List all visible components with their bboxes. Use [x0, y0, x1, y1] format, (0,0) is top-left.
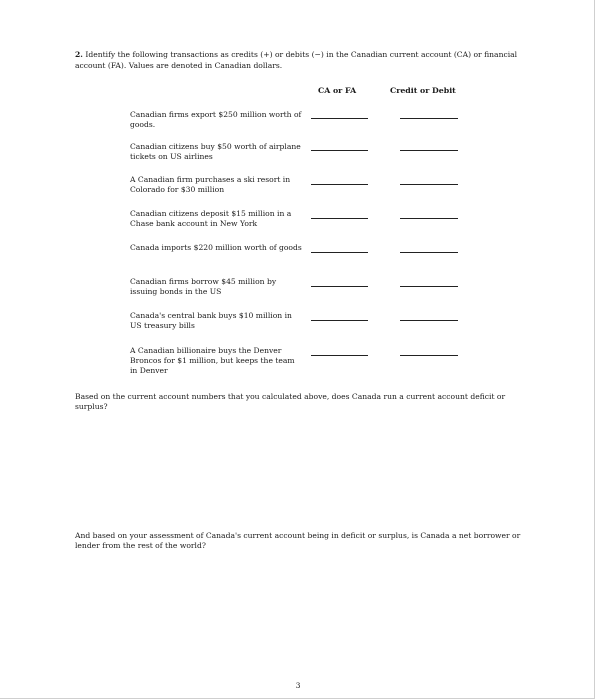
question-text: Identify the following transactions as credits (+) or debits (−) in the Canadian current account (CA) or financial account (FA). Values are denoted in Canadian dollars. — [75, 50, 518, 70]
credit-or-debit-answer-blank[interactable] — [400, 252, 458, 253]
credit-or-debit-answer-blank[interactable] — [400, 218, 458, 219]
question-number: 2. — [75, 50, 83, 59]
credit-or-debit-answer-blank[interactable] — [400, 150, 458, 151]
column-header-credit-or-debit: Credit or Debit — [390, 86, 456, 95]
followup-question-deficit-or-surplus: Based on the current account numbers that you calculated above, does Canada run a current account deficit or surplus? — [75, 392, 506, 412]
transaction-text: Canadian citizens deposit $15 million in a Chase bank account in New York — [130, 209, 292, 229]
page-number: 3 — [295, 681, 301, 690]
ca-or-fa-answer-blank[interactable] — [311, 118, 368, 119]
ca-or-fa-answer-blank[interactable] — [311, 252, 368, 253]
ca-or-fa-answer-blank[interactable] — [311, 184, 368, 185]
credit-or-debit-answer-blank[interactable] — [400, 286, 458, 287]
transaction-text: Canada's central bank buys $10 million in US treasury bills — [130, 311, 292, 331]
ca-or-fa-answer-blank[interactable] — [311, 355, 368, 356]
credit-or-debit-answer-blank[interactable] — [400, 320, 458, 321]
credit-or-debit-answer-blank[interactable] — [400, 355, 458, 356]
ca-or-fa-answer-blank[interactable] — [311, 286, 368, 287]
transaction-text: Canadian firms borrow $45 million by issuing bonds in the US — [130, 277, 277, 297]
ca-or-fa-answer-blank[interactable] — [311, 320, 368, 321]
transaction-text: A Canadian billionaire buys the Denver Broncos for $1 million, but keeps the team in Denver — [130, 346, 295, 376]
transaction-text: Canada imports $220 million worth of goods — [130, 243, 302, 252]
column-header-ca-or-fa: CA or FA — [318, 86, 357, 95]
credit-or-debit-answer-blank[interactable] — [400, 184, 458, 185]
transaction-text: Canadian citizens buy $50 worth of airplane tickets on US airlines — [130, 142, 301, 162]
ca-or-fa-answer-blank[interactable] — [311, 218, 368, 219]
question-prompt — [75, 49, 525, 71]
followup-question-borrower-or-lender: And based on your assessment of Canada's current account being in deficit or surplus, is Canada a net borrower or lender from the rest of the world? — [75, 531, 521, 551]
credit-or-debit-answer-blank[interactable] — [400, 118, 458, 119]
ca-or-fa-answer-blank[interactable] — [311, 150, 368, 151]
transaction-text: Canadian firms export $250 million worth of goods. — [130, 110, 302, 130]
transaction-text: A Canadian firm purchases a ski resort in Colorado for $30 million — [130, 175, 291, 195]
